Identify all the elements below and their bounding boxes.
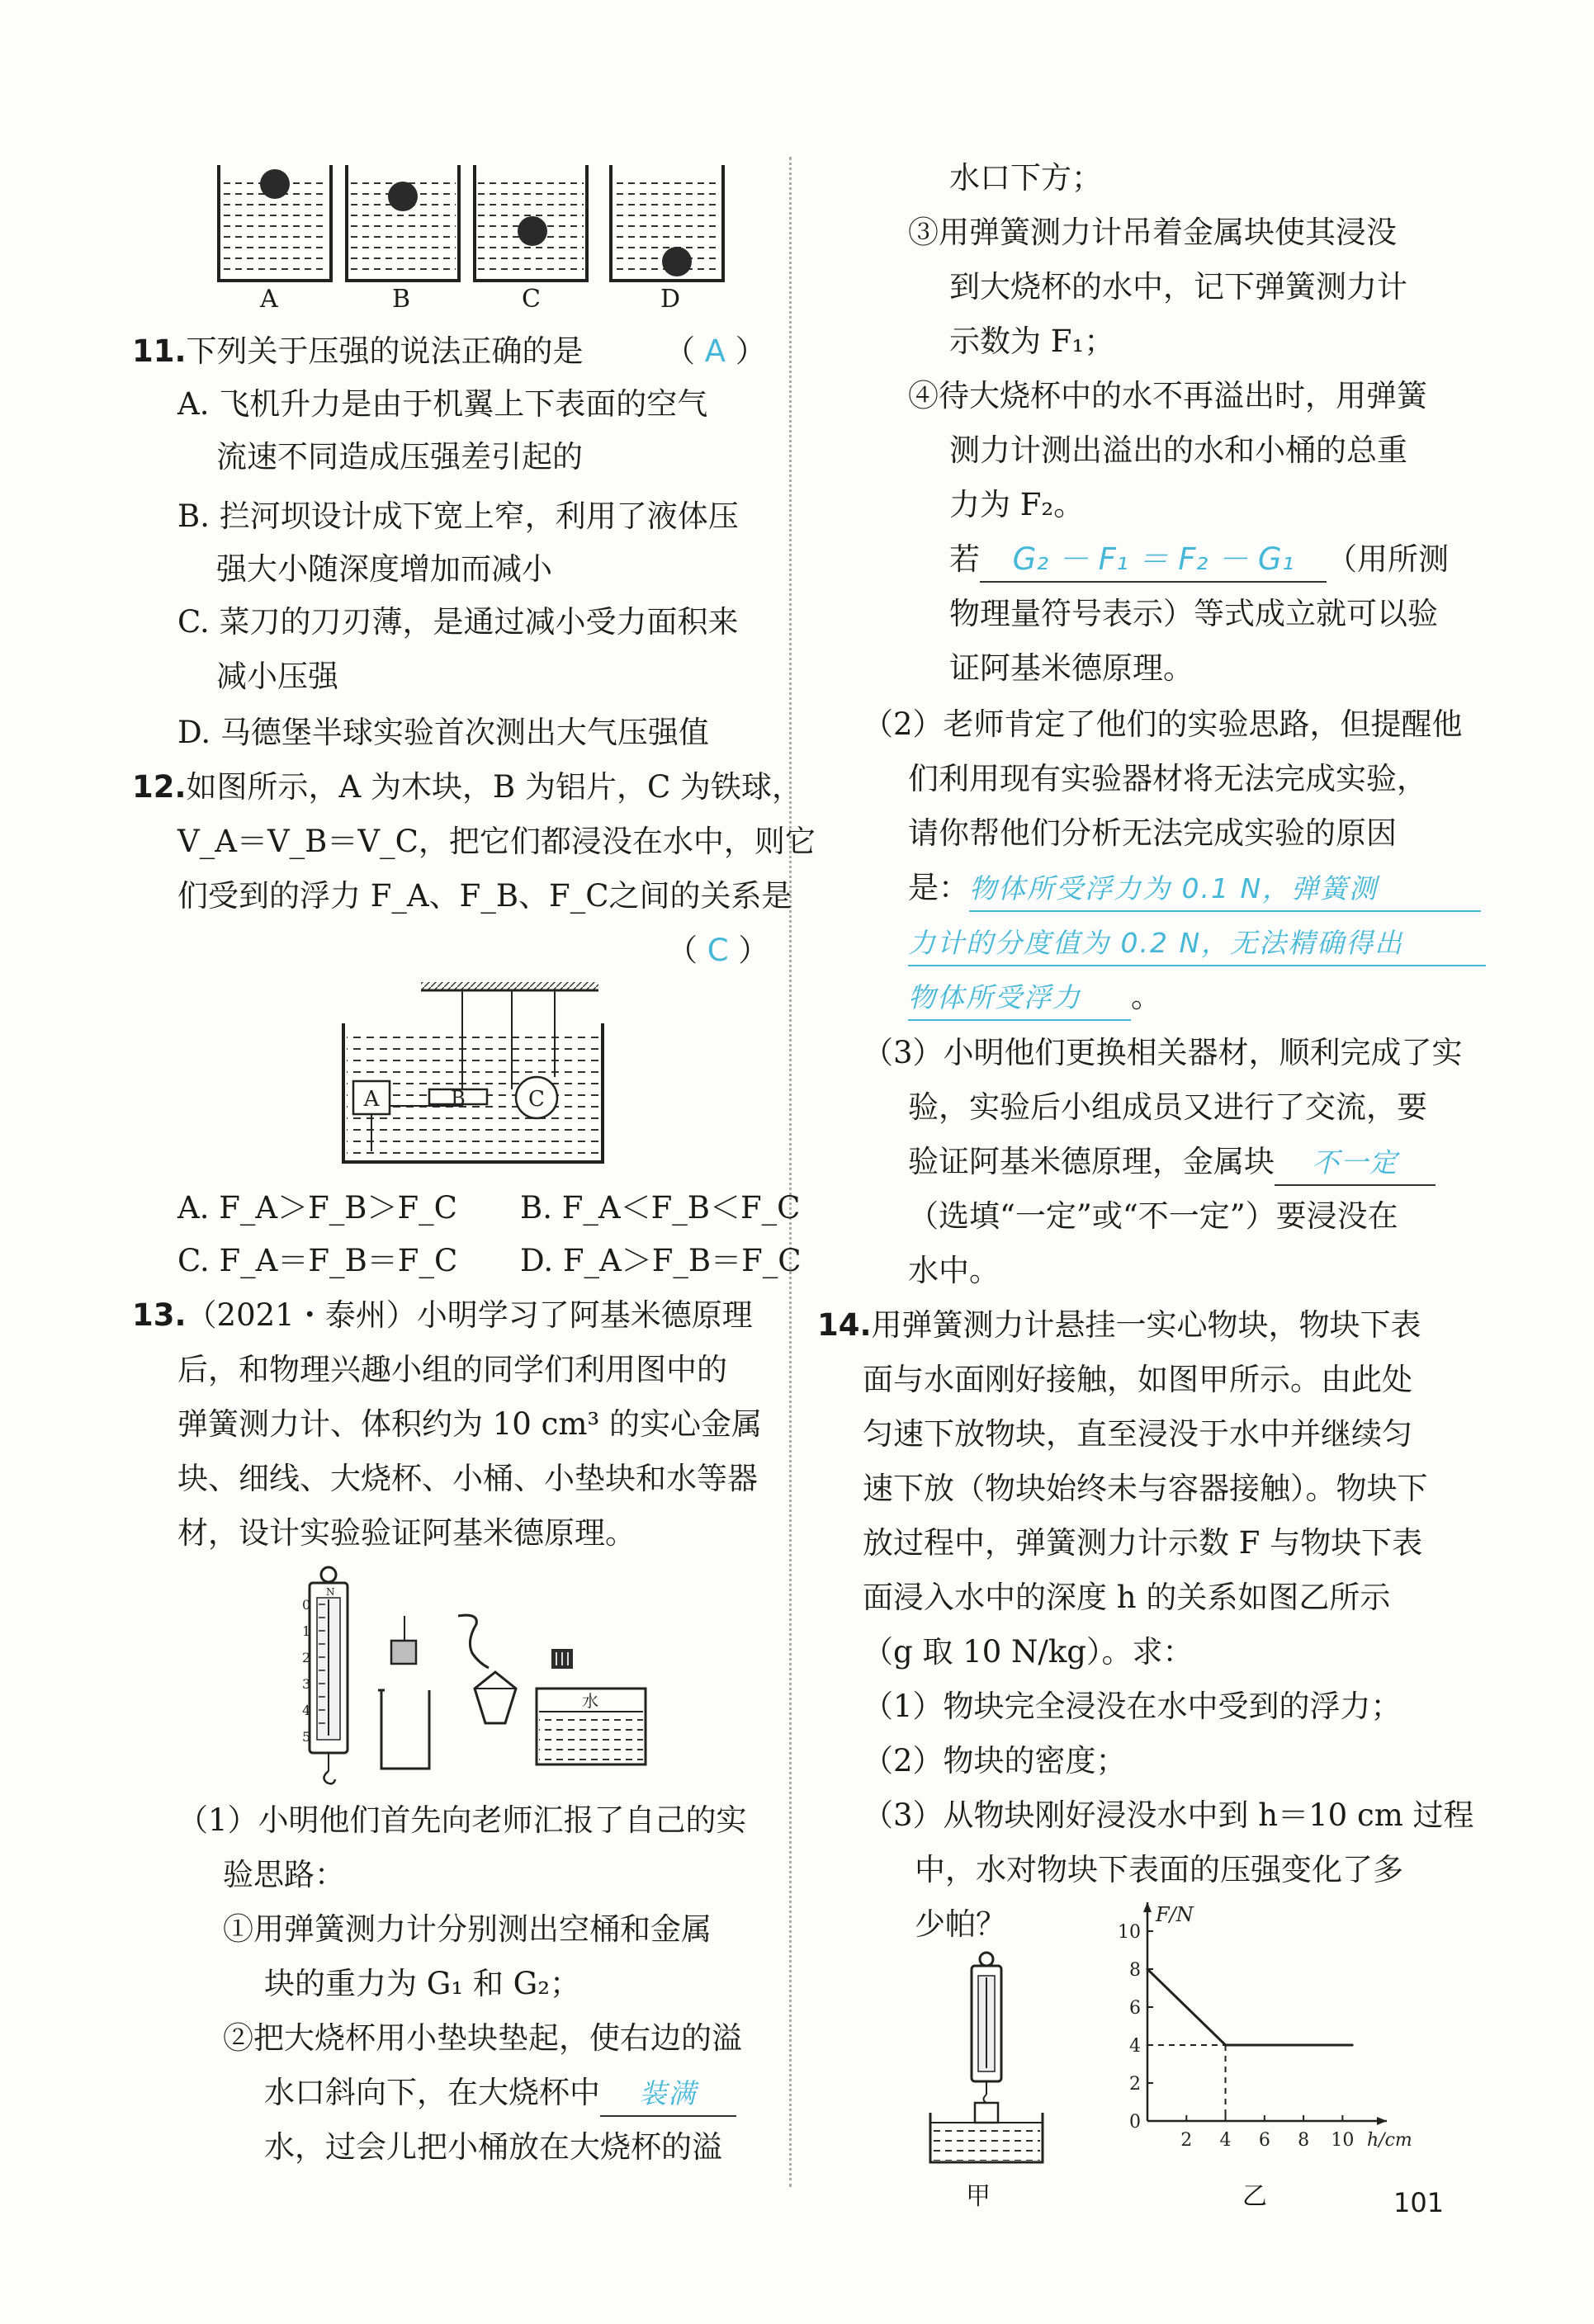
- q14-figure-jia: [920, 1948, 1052, 2170]
- q13-part3-3: 验证阿基米德原理，金属块 不一定: [908, 1141, 1436, 1186]
- data-point-1: [1224, 2044, 1227, 2047]
- y-tick-label-10: 10: [1118, 1922, 1141, 1943]
- q13-stem-2: 后，和物理兴趣小组的同学们利用图中的: [177, 1352, 727, 1387]
- q14-stem-6: 面浸入水中的深度 h 的关系如图乙所示: [863, 1580, 1391, 1615]
- q14-stem-7: （g 取 10 N/kg）。求：: [863, 1634, 1194, 1670]
- q13-part2-3: 请你帮他们分析无法完成实验的原因: [908, 815, 1397, 851]
- q13-part3-blank: 不一定: [1312, 1146, 1398, 1179]
- q13-stem-3: 弹簧测力计、体积约为 10 cm³ 的实心金属: [177, 1406, 763, 1442]
- q14-stem-4: 速下放（物块始终未与容器接触）。物块下: [863, 1471, 1428, 1506]
- q13-step4-2: 测力计测出溢出的水和小桶的总重: [949, 432, 1407, 468]
- beaker-b: [347, 165, 459, 281]
- q12-figure: [338, 974, 611, 1172]
- beaker-label-b: B: [392, 285, 411, 314]
- q14-sub-3c: 少帕？: [915, 1906, 1006, 1942]
- q13-part2-1: （2）老师肯定了他们的实验思路，但提醒他: [863, 706, 1463, 742]
- chart-marks: [1147, 1968, 1354, 2122]
- q13-part2-4: 是：物体所受浮力为 0.1 N，弹簧测: [908, 867, 1481, 912]
- metal-block: [391, 1616, 416, 1664]
- q11-answer: A: [704, 333, 726, 369]
- q13-step4-3: 力为 F₂。: [949, 487, 1085, 522]
- q13-part2-answer-3: 物体所受浮力: [908, 981, 1081, 1013]
- q11-option-d: D. 马德堡半球实验首次测出大气压强值: [177, 715, 709, 750]
- q13-part1-2: 验思路：: [223, 1857, 345, 1892]
- q12-stem-2: V_A＝V_B＝V_C，把它们都浸没在水中，则它: [177, 824, 816, 859]
- y-tick-label-2: 2: [1129, 2074, 1141, 2095]
- q13-part2-5: [908, 921, 1486, 966]
- chart-axes: [1143, 1902, 1412, 2151]
- q13-number: 13.: [132, 1297, 187, 1333]
- q14-stem-5: 放过程中，弹簧测力计示数 F 与物块下表: [863, 1525, 1423, 1561]
- x-axis-arrow: [1377, 2117, 1387, 2125]
- q13-part2-answer-1: 物体所受浮力为 0.1 N，弹簧测: [969, 872, 1379, 905]
- q11-option-a-cont: 流速不同造成压强差引起的: [216, 439, 583, 475]
- q14-chart: [1081, 1890, 1412, 2162]
- overflow-cup: [475, 1672, 516, 1723]
- x-tick-label-8: 8: [1298, 2130, 1310, 2151]
- q13-step2-blank: 装满: [639, 2077, 698, 2109]
- scale-mark-2: 2: [302, 1650, 311, 1665]
- q13-part3-4: （选填“一定”或“不一定”）要浸没在: [908, 1198, 1398, 1234]
- x-tick-label-6: 6: [1258, 2130, 1270, 2151]
- q14-stem-3: 匀速下放物块，直至浸没于水中并继续匀: [863, 1416, 1412, 1452]
- q13-step3-1: ③用弹簧测力计吊着金属块使其浸没: [908, 215, 1397, 250]
- q13-step2-1: ②把大烧杯用小垫块垫起，使右边的溢: [223, 2020, 742, 2056]
- q13-step1-2: 块的重力为 G₁ 和 G₂；: [264, 1966, 581, 2001]
- water-tank: [537, 1689, 646, 1764]
- q13-apparatus-figure: [289, 1566, 660, 1789]
- q14-stem-2: 面与水面刚好接触，如图甲所示。由此处: [863, 1362, 1412, 1397]
- q13-condition: 若 G₂ － F₁ ＝ F₂ － G₁ （用所测: [949, 538, 1449, 583]
- beaker-label-a: A: [260, 285, 278, 314]
- q13-condition-3: 证阿基米德原理。: [949, 650, 1194, 686]
- column-divider: [789, 157, 792, 2187]
- y-tick-label-0: 0: [1129, 2112, 1141, 2133]
- q11-stem: 11.下列关于压强的说法正确的是: [132, 333, 584, 369]
- q13-step1-1: ①用弹簧测力计分别测出空桶和金属: [223, 1911, 712, 1947]
- q13-part1-1: （1）小明他们首先向老师汇报了自己的实: [177, 1802, 747, 1838]
- fig-label-b: B: [451, 1087, 466, 1110]
- data-point-0: [1147, 1968, 1149, 1971]
- q14-caption-jia: 甲: [966, 2182, 991, 2211]
- beaker-a: [219, 165, 331, 281]
- q11-answer-paren: （ A ）: [665, 333, 766, 369]
- q12-option-a: A. F_A＞F_B＞F_C: [177, 1190, 457, 1226]
- q13-part2-6: 物体所受浮力 。: [908, 975, 1161, 1021]
- beaker-label-d: D: [660, 285, 681, 314]
- q11-option-b: B. 拦河坝设计成下宽上窄，利用了液体压: [177, 498, 739, 534]
- y-tick-label-6: 6: [1129, 1998, 1141, 2019]
- q13-part2-answer-2: 力计的分度值为 0.2 N，无法精确得出: [908, 927, 1404, 959]
- y-axis-arrow: [1143, 1902, 1152, 1912]
- q14-stem-1: 14.用弹簧测力计悬挂一实心物块，物块下表: [817, 1307, 1421, 1343]
- q13-part2-2: 们利用现有实验器材将无法完成实验，: [908, 761, 1427, 796]
- q12-option-c: C. F_A＝F_B＝F_C: [177, 1243, 458, 1278]
- q14-sub-1: （1）物块完全浸没在水中受到的浮力；: [863, 1689, 1402, 1724]
- q12-option-d: D. F_A＞F_B＝F_C: [520, 1243, 802, 1278]
- y-tick-label-4: 4: [1129, 2036, 1141, 2057]
- water-label: 水: [582, 1691, 598, 1711]
- q14-sub-3b: 中，水对物块下表面的压强变化了多: [915, 1852, 1403, 1887]
- q12-answer-paren: （ C ）: [667, 933, 769, 968]
- x-tick-label-4: 4: [1219, 2130, 1232, 2151]
- q14-sub-2: （2）物块的密度；: [863, 1743, 1127, 1778]
- beaker-c: [475, 165, 587, 281]
- q11-option-c: C. 菜刀的刀刃薄，是通过减小受力面积来: [177, 604, 739, 640]
- thread: [458, 1615, 489, 1668]
- data-point-2: [1351, 2044, 1354, 2047]
- scale-mark-4: 4: [302, 1703, 311, 1718]
- q13-part3-2: 验，实验后小组成员又进行了交流，要: [908, 1089, 1427, 1125]
- x-tick-label-2: 2: [1180, 2130, 1193, 2151]
- q13-step3-3: 示数为 F₁；: [949, 324, 1115, 359]
- q11-option-c-cont: 减小压强: [216, 659, 338, 694]
- q11-option-a: A. 飞机升力是由于机翼上下表面的空气: [177, 386, 708, 422]
- fig-label-c: C: [528, 1087, 545, 1112]
- q13-condition-2: 物理量符号表示）等式成立就可以验: [949, 596, 1438, 631]
- q14-number: 14.: [817, 1307, 872, 1343]
- q13-step2-3: 水，过会儿把小桶放在大烧杯的溢: [264, 2129, 722, 2165]
- y-axis-label: F/N: [1156, 1903, 1194, 1926]
- series-line-F: [1147, 1969, 1352, 2045]
- y-tick-label-8: 8: [1129, 1960, 1141, 1981]
- q12-option-b: B. F_A＜F_B＜F_C: [520, 1190, 801, 1226]
- q13-condition-blank: G₂ － F₁ ＝ F₂ － G₁: [1012, 541, 1294, 577]
- scale-mark-1: 1: [302, 1623, 311, 1639]
- q13-part3-5: 水中。: [908, 1253, 1000, 1288]
- q13-stem-4: 块、细线、大烧杯、小桶、小垫块和水等器: [177, 1461, 758, 1496]
- q11-number: 11.: [132, 333, 187, 369]
- scale-mark-3: 3: [302, 1676, 311, 1692]
- scale-mark-0: 0: [302, 1597, 311, 1613]
- q12-stem-3: 们受到的浮力 F_A、F_B、F_C之间的关系是: [177, 878, 792, 914]
- beaker-label-c: C: [522, 285, 541, 314]
- q13-part3-1: （3）小明他们更换相关器材，顺利完成了实: [863, 1035, 1463, 1070]
- x-axis-label: h/cm: [1367, 2130, 1412, 2151]
- fig-label-a: A: [363, 1087, 380, 1112]
- small-pad: [551, 1649, 573, 1669]
- beakers-figure: [210, 157, 739, 322]
- q12-number: 12.: [132, 769, 187, 805]
- page-number: 101: [1393, 2187, 1445, 2218]
- q14-sub-3a: （3）从物块刚好浸没水中到 h＝10 cm 过程: [863, 1797, 1474, 1833]
- q14-caption-yi: 乙: [1242, 2182, 1267, 2211]
- q12-stem-1: 12.如图所示，A 为木块，B 为铝片，C 为铁球，: [132, 769, 803, 805]
- chart-ticks: [1118, 1922, 1354, 2151]
- q11-option-b-cont: 强大小随深度增加而减小: [216, 551, 552, 587]
- scale-unit: N: [326, 1586, 335, 1598]
- x-tick-label-10: 10: [1331, 2130, 1355, 2151]
- small-bucket: [381, 1690, 429, 1769]
- q12-answer: C: [707, 933, 729, 968]
- q13-step4-1: ④待大烧杯中的水不再溢出时，用弹簧: [908, 378, 1427, 413]
- spring-scale: [302, 1567, 348, 1783]
- beaker-d: [611, 165, 723, 281]
- q13-step3-2: 到大烧杯的水中，记下弹簧测力计: [949, 269, 1407, 305]
- q13-step2-4: 水口下方；: [949, 160, 1102, 196]
- q13-stem-1: 13.（2021・泰州）小明学习了阿基米德原理: [132, 1297, 753, 1333]
- q13-step2-2: 水口斜向下，在大烧杯中 装满: [264, 2071, 736, 2117]
- q13-stem-5: 材，设计实验验证阿基米德原理。: [177, 1515, 636, 1551]
- scale-mark-5: 5: [302, 1729, 311, 1745]
